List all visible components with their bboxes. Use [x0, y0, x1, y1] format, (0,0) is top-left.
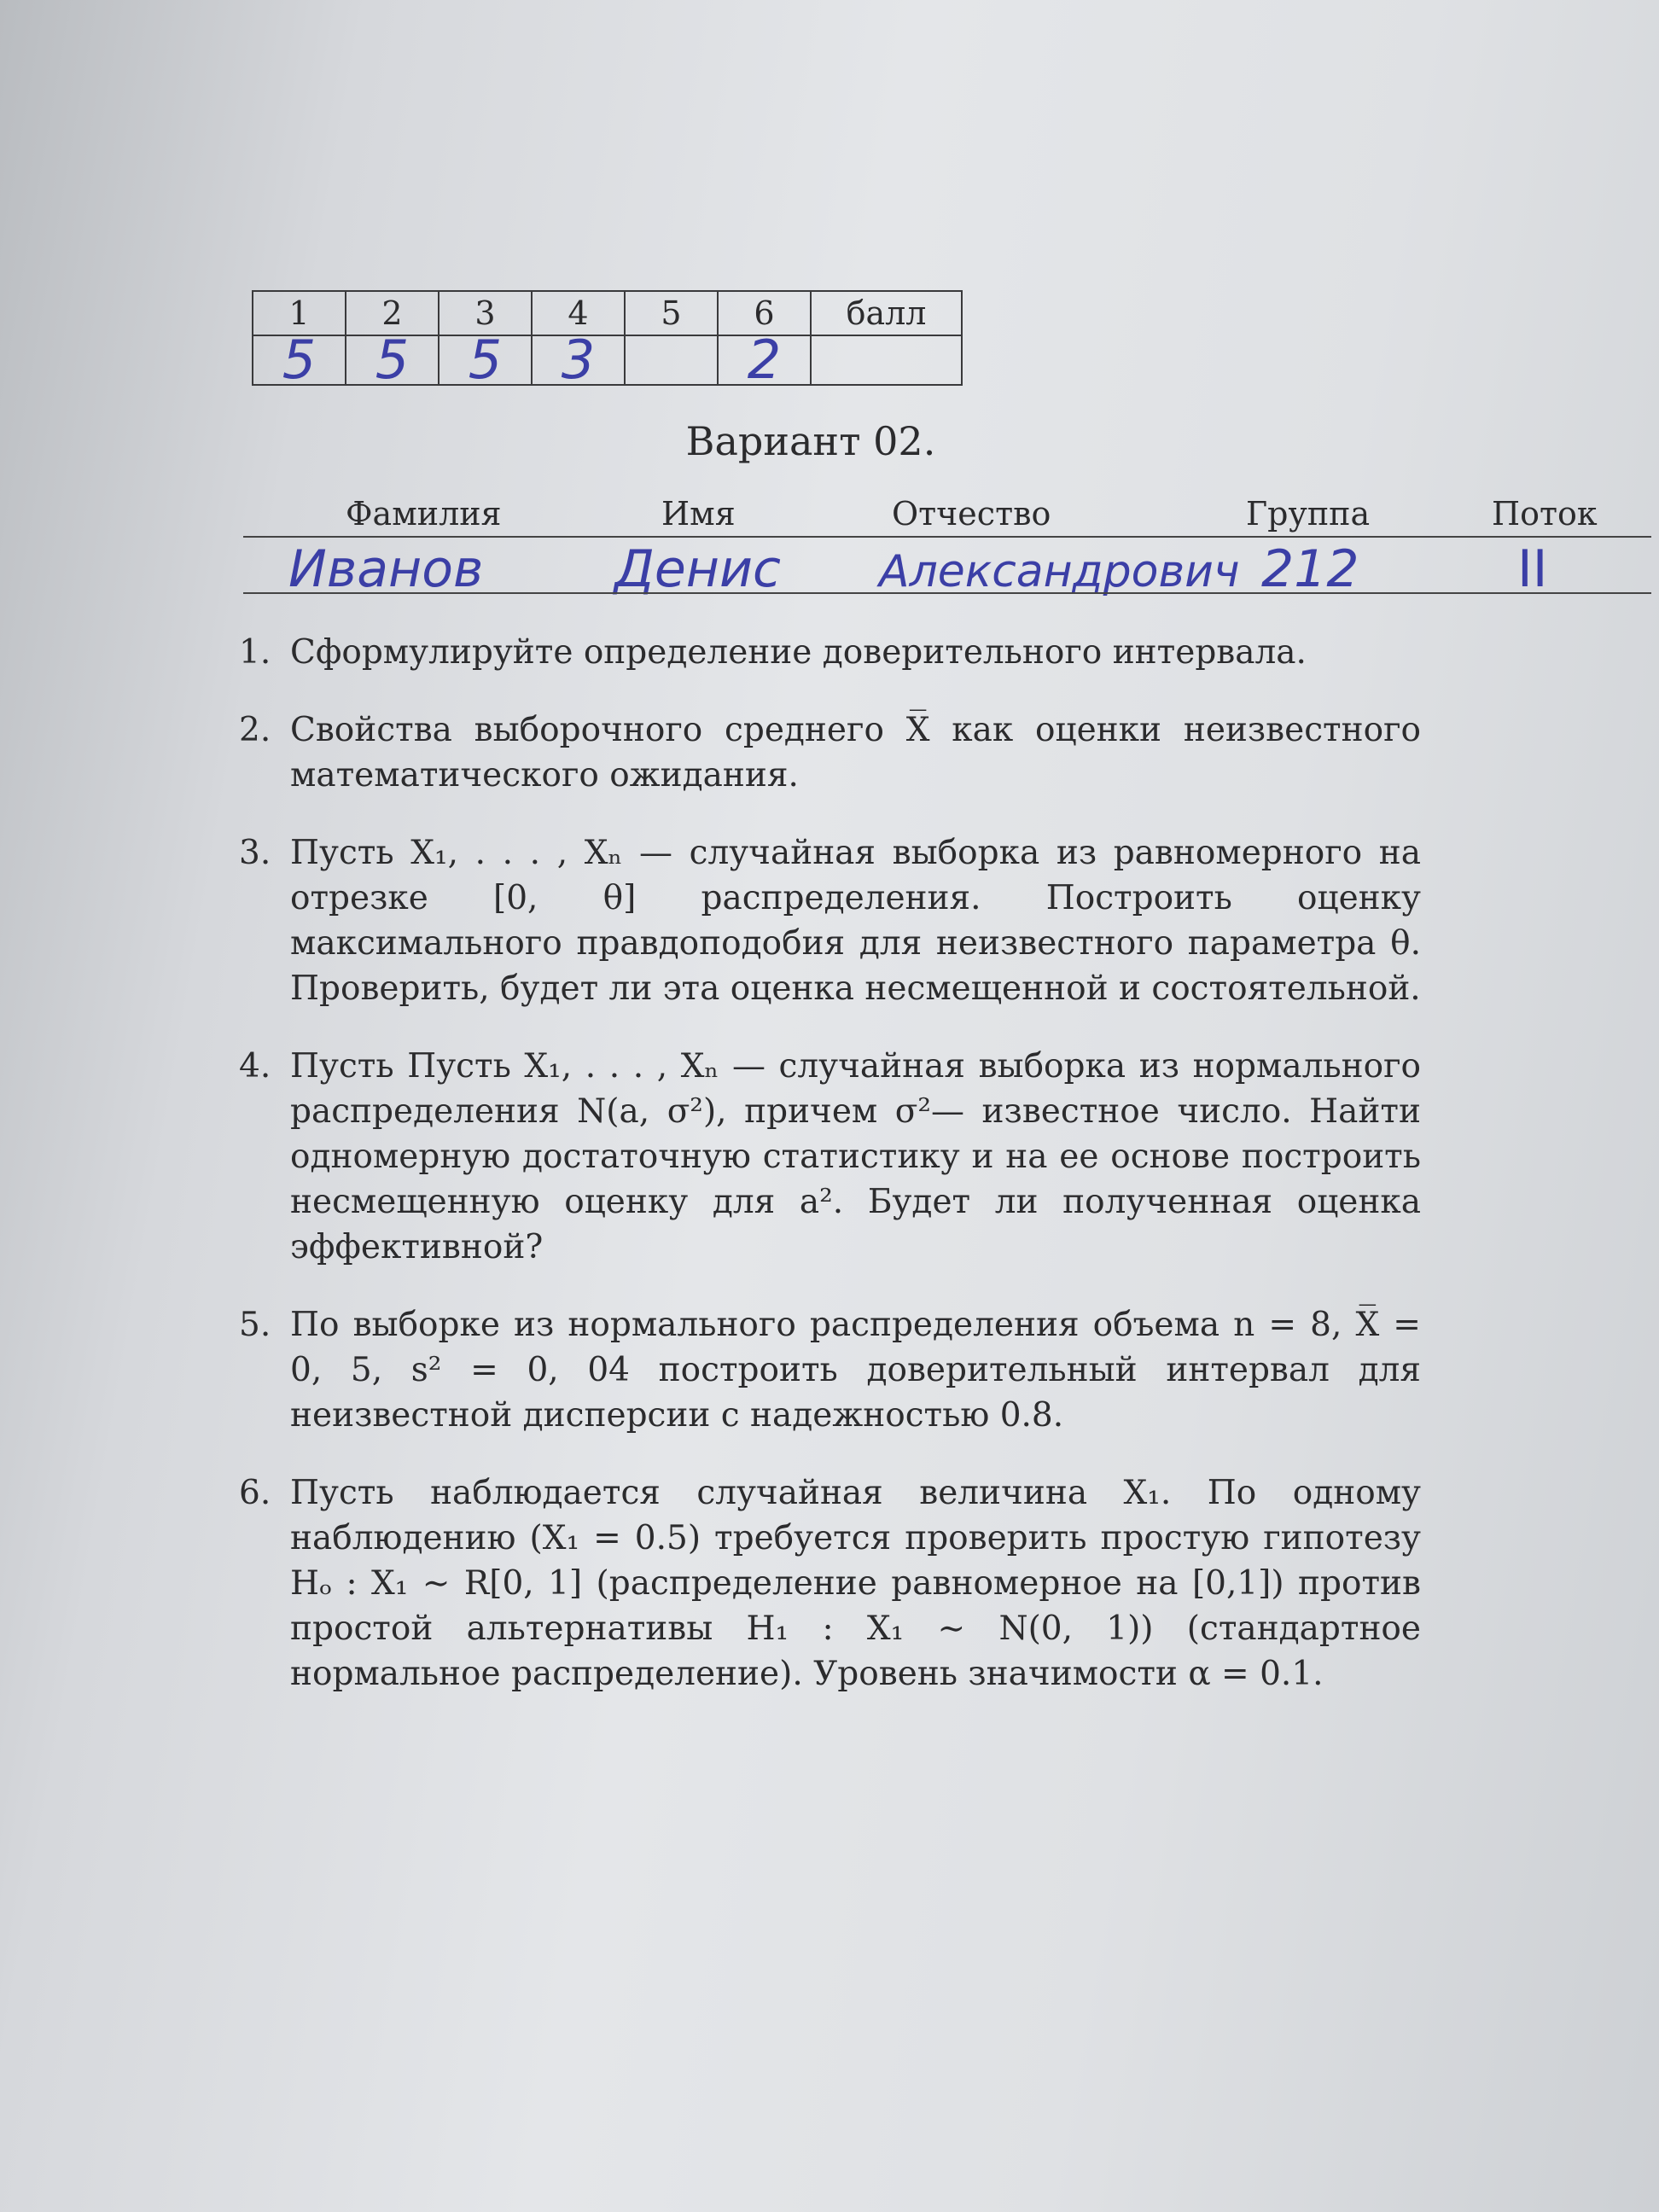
name-label: Имя	[661, 495, 736, 533]
header-top-rule	[243, 536, 1651, 538]
variant-title: Вариант 02.	[685, 418, 936, 464]
question-text: По выборке из нормального распределения объема n = 8, X̅ = 0, 5, s² = 0, 04 построить доверительный интервал для неизвестной дисперсии с надежностью 0.8.	[290, 1306, 1421, 1435]
group-value: 212	[1261, 539, 1359, 599]
stream-value: II	[1517, 539, 1548, 599]
score-header-4: 4	[532, 291, 625, 335]
surname-value: Иванов	[288, 539, 484, 599]
score-mark-1: 5	[253, 335, 346, 385]
patronymic-label: Отчество	[892, 495, 1051, 533]
patronymic-value: Александрович	[879, 546, 1240, 597]
question-text: Сформулируйте определение доверительного интервала.	[290, 633, 1307, 672]
score-header-1: 1	[253, 291, 346, 335]
question-number: 4.	[239, 1047, 271, 1086]
score-table	[252, 290, 963, 391]
question-item	[230, 1044, 1421, 1270]
question-item	[230, 1302, 1421, 1438]
group-label: Группа	[1246, 495, 1371, 533]
score-header-6: 6	[718, 291, 811, 335]
score-mark-6: 2	[718, 335, 811, 385]
score-mark-4: 3	[532, 335, 625, 385]
question-item	[230, 830, 1421, 1011]
question-number: 1.	[239, 633, 271, 672]
score-mark-5	[625, 335, 718, 385]
score-header-5: 5	[625, 291, 718, 335]
question-number: 2.	[239, 711, 271, 749]
question-text: Пусть X₁, . . . , Xₙ — случайная выборка из равномерного на отрезке [0, θ] распределения. Построить оценку максимального правдоподобия для неизвестного параметра θ. Проверить, будет ли эта оценка несмещенной и состоятельной.	[290, 834, 1421, 1008]
question-text: Свойства выборочного среднего X̅ как оценки неизвестного математического ожидания.	[290, 711, 1421, 795]
score-header-total: балл	[811, 291, 962, 335]
name-value: Денис	[614, 539, 781, 599]
score-mark-3: 5	[439, 335, 532, 385]
question-item	[230, 630, 1421, 675]
score-mark-2: 5	[346, 335, 439, 385]
score-mark-total	[811, 335, 962, 385]
question-number: 5.	[239, 1306, 271, 1344]
stream-label: Поток	[1492, 495, 1598, 533]
surname-label: Фамилия	[346, 495, 502, 533]
score-header-2: 2	[346, 291, 439, 335]
question-item	[230, 707, 1421, 798]
score-table-header-row	[253, 291, 962, 335]
header-bottom-rule	[243, 592, 1651, 594]
question-list	[230, 630, 1421, 1729]
question-text: Пусть наблюдается случайная величина X₁. По одному наблюдению (X₁ = 0.5) требуется проверить простую гипотезу Hₒ : X₁ ∼ R[0, 1] (распределение равномерное на [0,1]) против простой альтернативы H₁ : X₁ ∼ N(0, 1)) (стандартное нормальное распределение). Уровень значимости α = 0.1.	[290, 1474, 1421, 1693]
score-header-3: 3	[439, 291, 532, 335]
question-number: 6.	[239, 1474, 271, 1512]
question-text: Пусть Пусть X₁, . . . , Xₙ — случайная выборка из нормального распределения N(a, σ²), причем σ²— известное число. Найти одномерную достаточную статистику и на ее основе построить несмещенную оценку для a². Будет ли полученная оценка эффективной?	[290, 1047, 1421, 1266]
question-item	[230, 1470, 1421, 1697]
score-table-marks-row	[253, 335, 962, 385]
question-number: 3.	[239, 834, 271, 872]
